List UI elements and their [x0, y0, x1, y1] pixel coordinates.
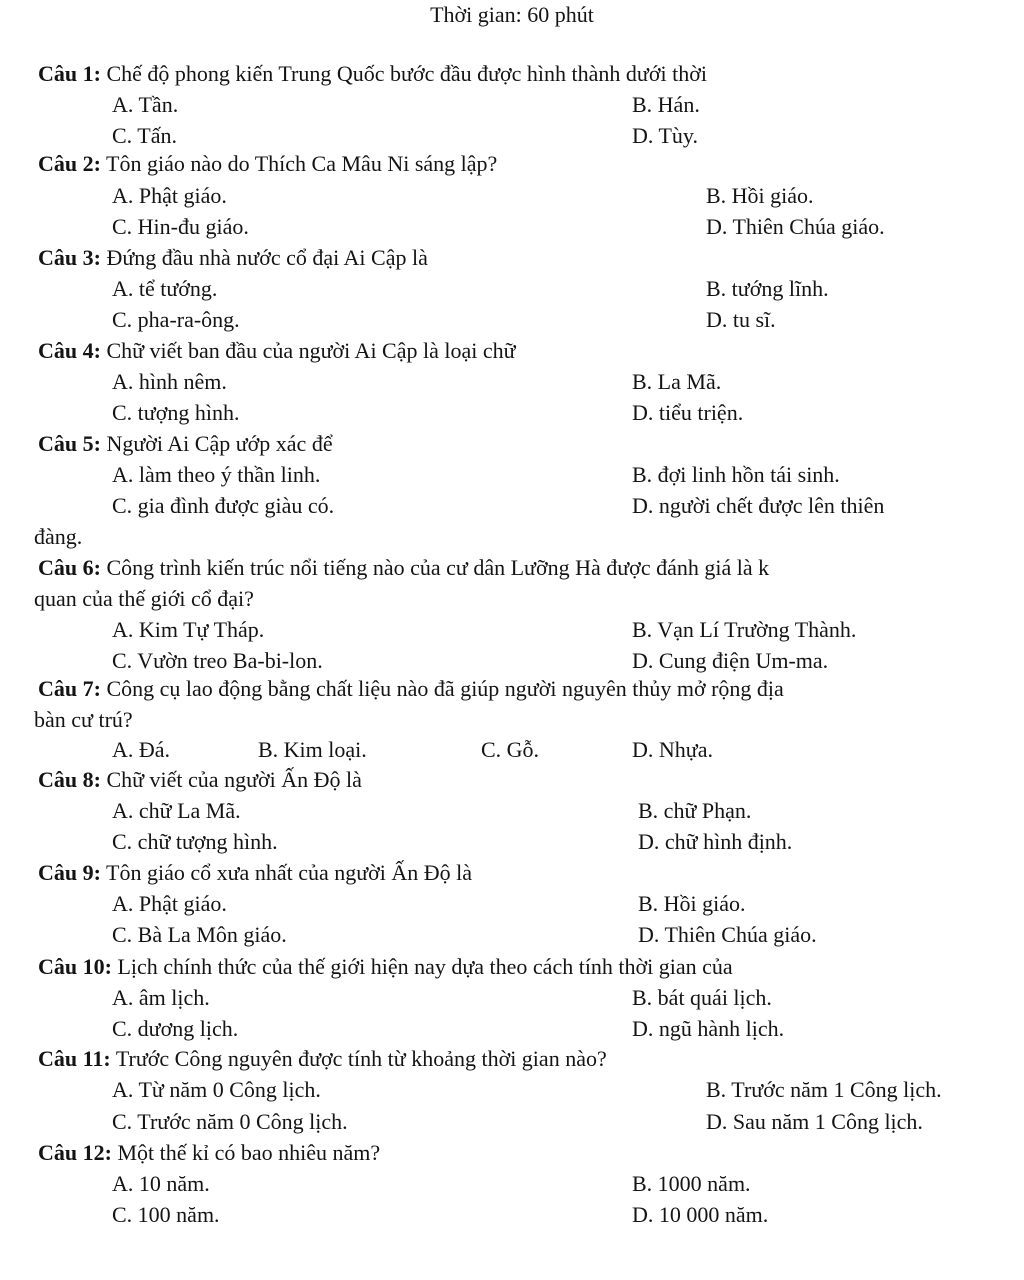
question-7: [38, 673, 784, 704]
option-b: B. Kim loại.: [258, 737, 367, 762]
option-a: A. Kim Tự Tháp.: [112, 617, 265, 642]
option-d: D. 10 000 năm.: [632, 1202, 769, 1227]
option-a: A. tể tướng.: [112, 276, 218, 301]
question-text: Một thế kỉ có bao nhiêu năm?: [111, 1140, 381, 1165]
question-3: [38, 242, 428, 273]
option-c: C. Vườn treo Ba-bi-lon.: [112, 648, 323, 673]
option-b: B. bát quái lịch.: [632, 985, 772, 1010]
option-d: D. ngũ hành lịch.: [632, 1016, 785, 1041]
question-label: Câu 9:: [38, 860, 101, 885]
option-a: A. Phật giáo.: [112, 891, 227, 916]
option-d: D. người chết được lên thiên: [632, 493, 885, 518]
question-text: Lịch chính thức của thế giới hiện nay dựa theo cách tính thời gian của: [111, 954, 733, 979]
option-b: B. đợi linh hồn tái sinh.: [632, 462, 840, 487]
option-a: A. Từ năm 0 Công lịch.: [112, 1077, 321, 1102]
question-label: Câu 8:: [38, 767, 101, 792]
option-c: C. tượng hình.: [112, 400, 240, 425]
question-text: Tôn giáo cổ xưa nhất của người Ấn Độ là: [100, 860, 473, 885]
option-b: B. Vạn Lí Trường Thành.: [632, 617, 857, 642]
option-d: D. Sau năm 1 Công lịch.: [706, 1109, 923, 1134]
option-a: A. chữ La Mã.: [112, 798, 241, 823]
option-d-continuation: đàng.: [34, 524, 83, 549]
option-b: B. tướng lĩnh.: [706, 276, 829, 301]
question-text-continuation: bàn cư trú?: [34, 707, 133, 732]
question-label: Câu 10:: [38, 954, 112, 979]
question-text: Công trình kiến trúc nổi tiếng nào của cư dân Lưỡng Hà được đánh giá là k: [100, 555, 770, 580]
option-d: D. Cung điện Um-ma.: [632, 648, 829, 673]
question-label: Câu 2:: [38, 151, 101, 176]
question-label: Câu 6:: [38, 555, 101, 580]
exam-duration: Thời gian: 60 phút: [430, 2, 594, 27]
question-label: Câu 5:: [38, 431, 101, 456]
question-text: Chữ viết ban đầu của người Ai Cập là loại chữ: [100, 338, 516, 363]
question-label: Câu 3:: [38, 245, 101, 270]
option-b: B. 1000 năm.: [632, 1171, 751, 1196]
question-label: Câu 7:: [38, 676, 101, 701]
option-b: B. Hồi giáo.: [706, 183, 814, 208]
question-12: [38, 1137, 380, 1168]
question-2: [38, 148, 497, 179]
question-label: Câu 1:: [38, 61, 101, 86]
question-text-continuation: quan của thế giới cổ đại?: [34, 586, 254, 611]
option-c: C. Hin-đu giáo.: [112, 214, 249, 239]
option-c: C. Tấn.: [112, 123, 177, 148]
option-a: A. Đá.: [112, 737, 171, 762]
question-text: Trước Công nguyên được tính từ khoảng thời gian nào?: [110, 1046, 607, 1071]
option-c: C. gia đình được giàu có.: [112, 493, 335, 518]
option-c: C. dương lịch.: [112, 1016, 239, 1041]
option-d: D. Thiên Chúa giáo.: [706, 214, 885, 239]
question-label: Câu 4:: [38, 338, 101, 363]
option-c: C. Trước năm 0 Công lịch.: [112, 1109, 348, 1134]
option-c: C. Gỗ.: [481, 737, 540, 762]
option-a: A. Phật giáo.: [112, 183, 227, 208]
option-a: A. hình nêm.: [112, 369, 227, 394]
question-label: Câu 12:: [38, 1140, 112, 1165]
option-d: D. tiểu triện.: [632, 400, 744, 425]
question-4: [38, 335, 516, 366]
question-6: [38, 552, 769, 583]
option-c: C. 100 năm.: [112, 1202, 220, 1227]
option-a: A. 10 năm.: [112, 1171, 210, 1196]
option-b: B. La Mã.: [632, 369, 722, 394]
option-d: D. Tùy.: [632, 123, 698, 148]
question-label: Câu 11:: [38, 1046, 111, 1071]
question-text: Người Ai Cập ướp xác để: [100, 431, 333, 456]
question-text: Chế độ phong kiến Trung Quốc bước đầu được hình thành dưới thời: [100, 61, 707, 86]
option-c: C. pha-ra-ông.: [112, 307, 240, 332]
option-a: A. Tần.: [112, 92, 179, 117]
option-b: B. Hán.: [632, 92, 700, 117]
question-11: [38, 1043, 607, 1074]
option-d: D. chữ hình định.: [638, 829, 793, 854]
option-d: D. Nhựa.: [632, 737, 713, 762]
option-a: A. âm lịch.: [112, 985, 210, 1010]
option-b: B. Trước năm 1 Công lịch.: [706, 1077, 942, 1102]
option-c: C. Bà La Môn giáo.: [112, 922, 287, 947]
question-text: Đứng đầu nhà nước cổ đại Ai Cập là: [100, 245, 428, 270]
option-d: D. Thiên Chúa giáo.: [638, 922, 817, 947]
option-c: C. chữ tượng hình.: [112, 829, 278, 854]
question-text: Chữ viết của người Ấn Độ là: [100, 767, 362, 792]
option-a: A. làm theo ý thần linh.: [112, 462, 321, 487]
question-text: Công cụ lao động bằng chất liệu nào đã giúp người nguyên thủy mở rộng địa: [100, 676, 784, 701]
question-8: [38, 764, 362, 795]
option-b: B. Hồi giáo.: [638, 891, 746, 916]
question-1: [38, 58, 707, 89]
question-text: Tôn giáo nào do Thích Ca Mâu Ni sáng lập?: [100, 151, 498, 176]
question-5: [38, 428, 333, 459]
option-b: B. chữ Phạn.: [638, 798, 752, 823]
question-9: [38, 857, 472, 888]
question-10: [38, 951, 733, 982]
option-d: D. tu sĩ.: [706, 307, 776, 332]
